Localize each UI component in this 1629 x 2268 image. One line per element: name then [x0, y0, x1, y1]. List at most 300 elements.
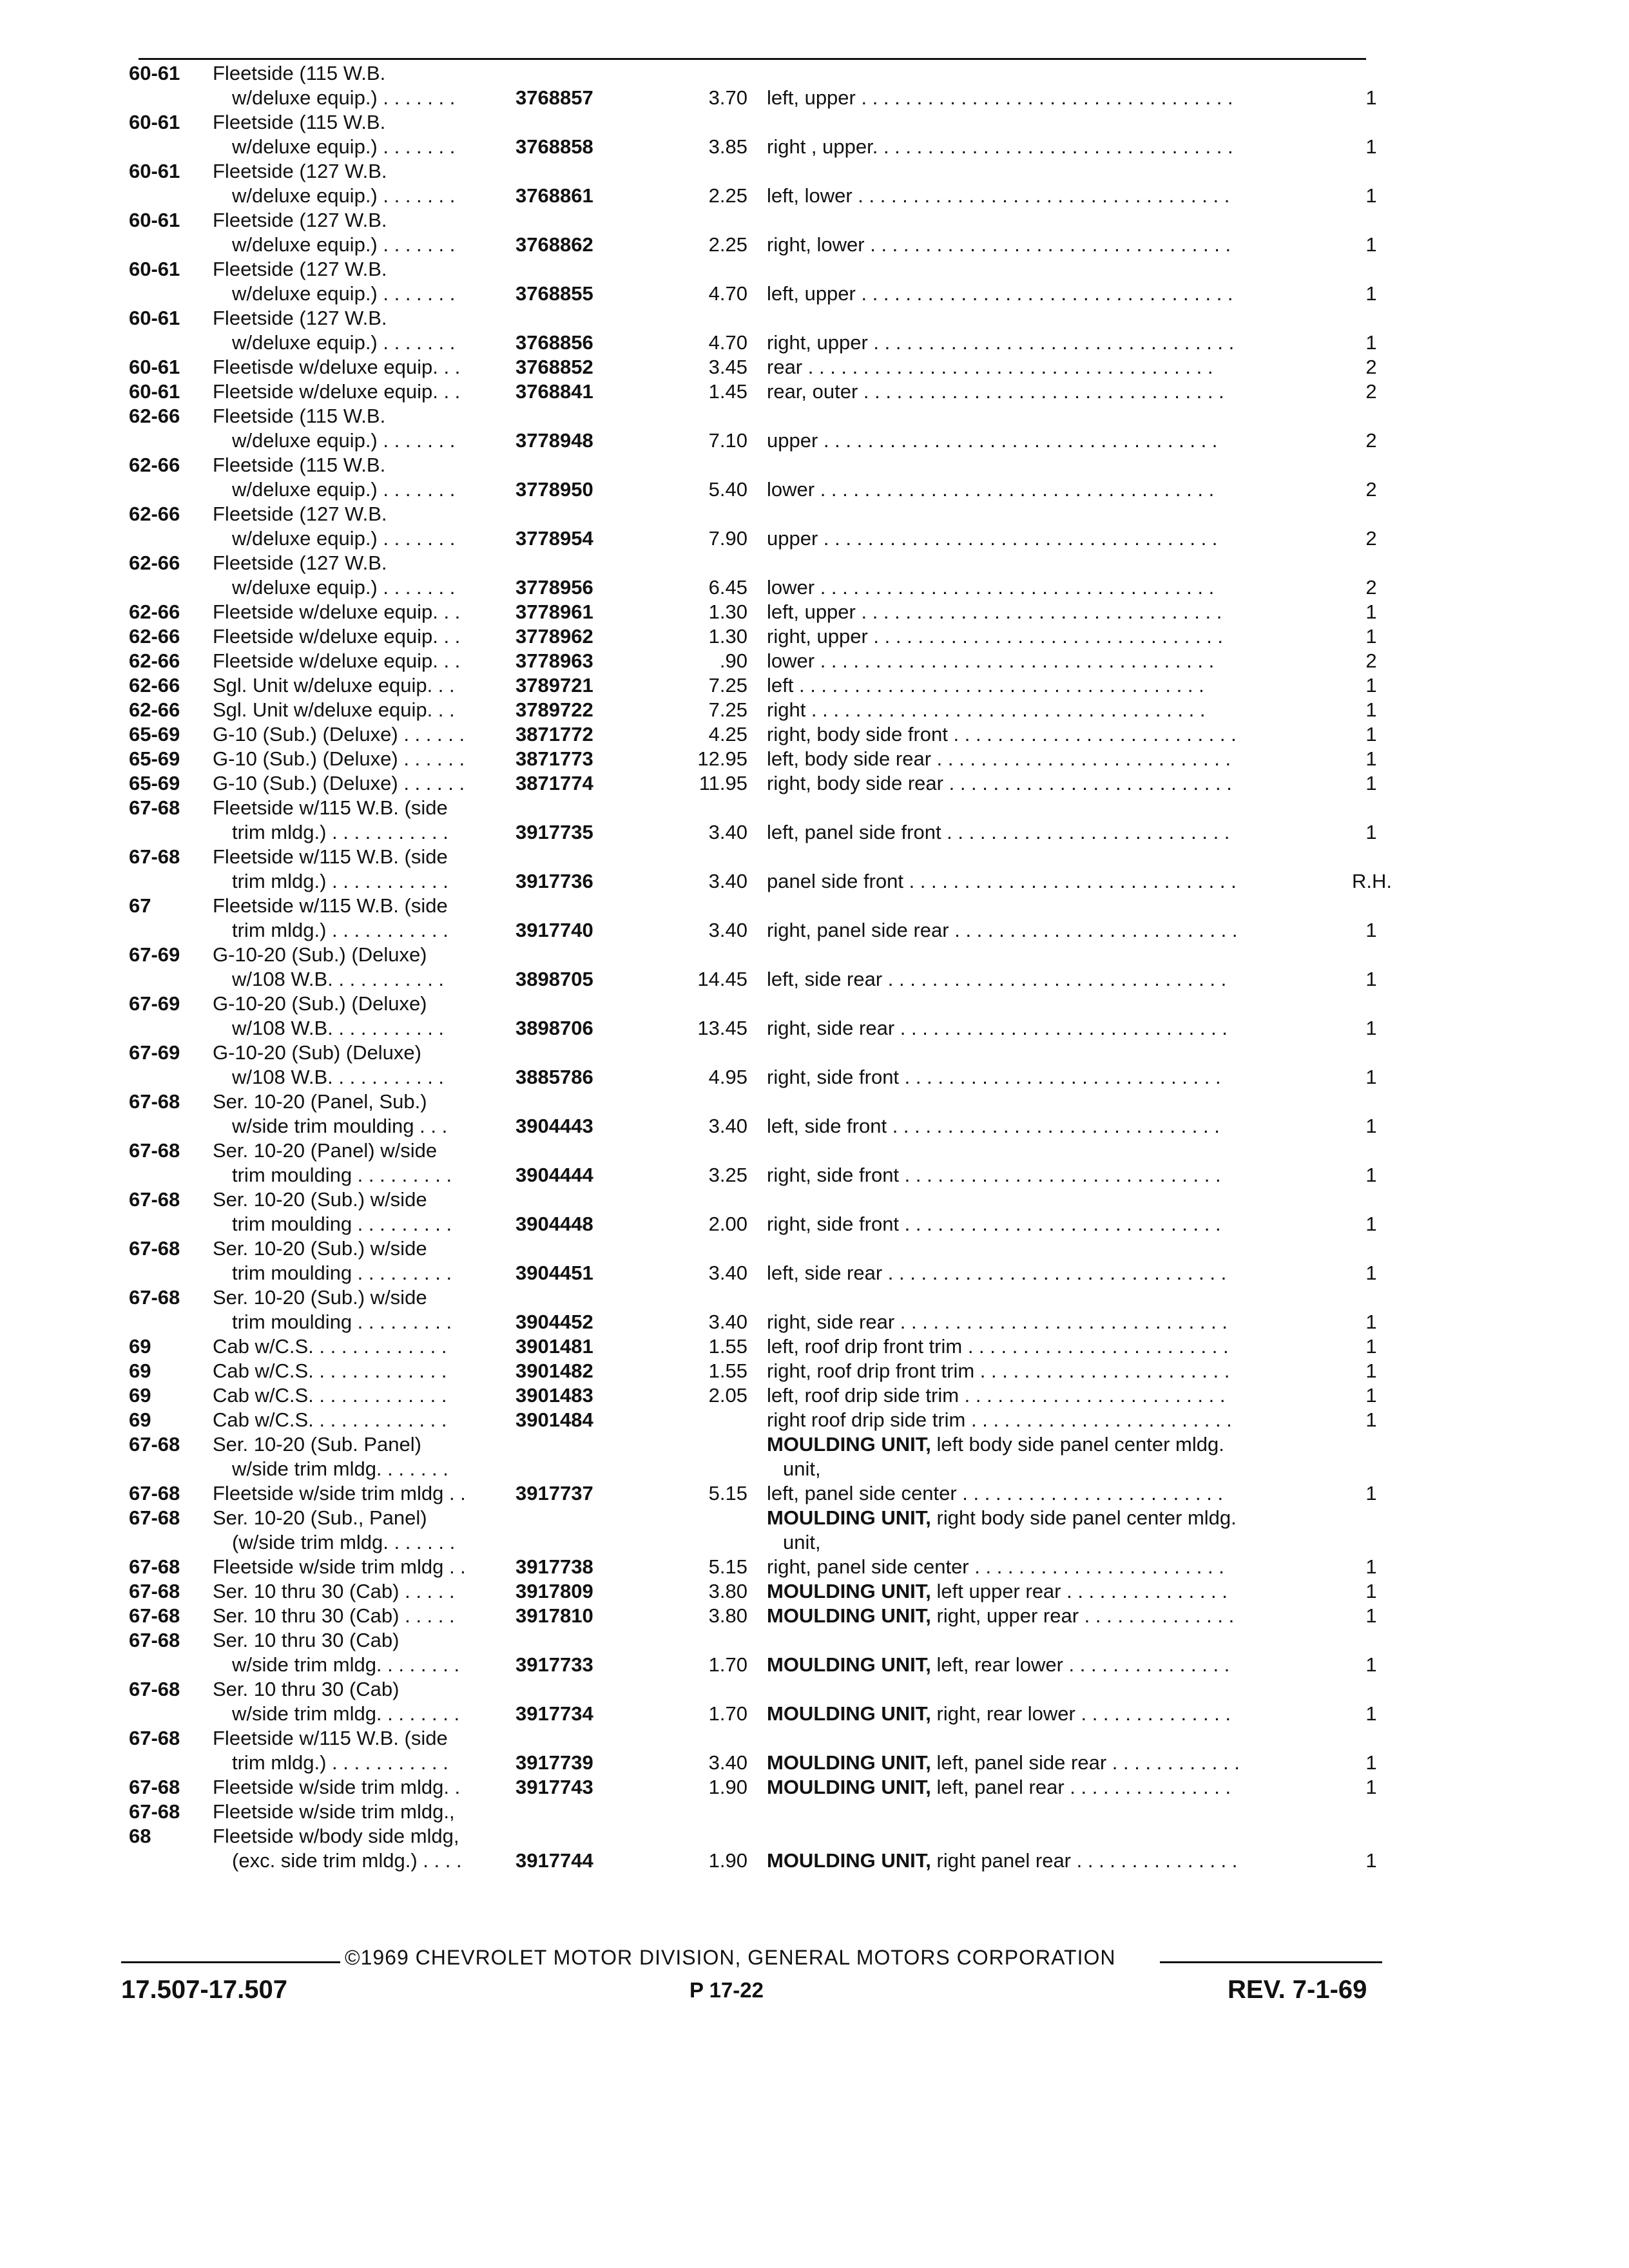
description-cont: trim moulding . . . . . . . . . — [232, 1262, 452, 1284]
footer-rule-right — [1160, 1961, 1382, 1963]
part-number: 3904452 — [516, 1311, 593, 1333]
list-price: 3.40 — [708, 821, 747, 843]
model-year: 62-66 — [129, 552, 180, 574]
moulding-unit-label: MOULDING UNIT, — [767, 1751, 931, 1774]
part-number: 3901482 — [516, 1360, 593, 1382]
description: Fleetside w/side trim mldg. . — [213, 1776, 461, 1798]
list-price: 14.45 — [697, 968, 747, 990]
quantity: 2 — [1365, 429, 1377, 452]
part-name-text: left, panel side rear . . . . . . . . . . . . — [936, 1751, 1240, 1774]
table-row — [0, 894, 1629, 943]
table-row — [0, 453, 1629, 502]
list-price: 1.45 — [708, 380, 747, 403]
part-number: 3917739 — [516, 1751, 593, 1774]
model-year: 69 — [129, 1360, 151, 1382]
description: Ser. 10-20 (Sub.) w/side — [213, 1286, 427, 1309]
part-name: lower . . . . . . . . . . . . . . . . . . . . . . . . . . . . . . . . . . . . — [767, 576, 1215, 599]
quantity: 1 — [1365, 1776, 1377, 1798]
part-number: 3904451 — [516, 1262, 593, 1284]
quantity: 1 — [1365, 86, 1377, 109]
description: Fleetside w/side trim mldg . . — [213, 1555, 466, 1578]
model-year: 67-68 — [129, 1629, 180, 1651]
description: Ser. 10 thru 30 (Cab) — [213, 1678, 400, 1700]
table-row — [0, 771, 1629, 796]
list-price: 4.70 — [708, 331, 747, 354]
quantity: 1 — [1365, 968, 1377, 990]
quantity: 1 — [1365, 1384, 1377, 1407]
description: Ser. 10 thru 30 (Cab) — [213, 1629, 400, 1651]
description-cont: w/side trim moulding . . . — [232, 1115, 448, 1137]
quantity: 1 — [1365, 723, 1377, 745]
quantity: R.H. — [1352, 870, 1392, 892]
model-year: 60-61 — [129, 356, 180, 378]
part-name — [767, 1751, 1347, 1775]
part-name: right roof drip side trim . . . . . . . . . . . . . . . . . . . . . . . . — [767, 1408, 1232, 1431]
list-price: 3.70 — [708, 86, 747, 109]
part-name: right, side front . . . . . . . . . . . . . . . . . . . . . . . . . . . . . — [767, 1213, 1221, 1235]
part-number: 3778963 — [516, 649, 593, 672]
description: Fleetside w/deluxe equip. . . — [213, 649, 461, 672]
model-year: 69 — [129, 1384, 151, 1407]
part-name — [767, 1432, 1347, 1457]
table-row — [0, 624, 1629, 649]
list-price: 3.40 — [708, 1262, 747, 1284]
part-number: 3768855 — [516, 282, 593, 305]
table-row — [0, 1090, 1629, 1139]
quantity: 2 — [1365, 380, 1377, 403]
list-price: 1.70 — [708, 1702, 747, 1725]
quantity: 1 — [1365, 1164, 1377, 1186]
list-price: 7.25 — [708, 698, 747, 721]
part-name — [767, 1775, 1347, 1800]
description: Sgl. Unit w/deluxe equip. . . — [213, 698, 455, 721]
model-year: 67-68 — [129, 1727, 180, 1749]
table-row — [0, 673, 1629, 698]
description: G-10 (Sub.) (Deluxe) . . . . . . — [213, 747, 465, 770]
part-name-text: right, upper rear . . . . . . . . . . . . . . — [936, 1604, 1235, 1627]
model-year: 67-68 — [129, 1237, 180, 1260]
model-year: 60-61 — [129, 209, 180, 231]
description-cont: w/deluxe equip.) . . . . . . . — [232, 478, 456, 501]
quantity: 1 — [1365, 698, 1377, 721]
list-price: 13.45 — [697, 1017, 747, 1039]
part-name-text: left upper rear . . . . . . . . . . . . . . . — [936, 1580, 1228, 1602]
list-price: 6.45 — [708, 576, 747, 599]
part-number: 3917738 — [516, 1555, 593, 1578]
part-name — [767, 1653, 1347, 1677]
table-row — [0, 1604, 1629, 1628]
table-row — [0, 1677, 1629, 1726]
part-number: 3917743 — [516, 1776, 593, 1798]
description: Ser. 10-20 (Panel, Sub.) — [213, 1090, 427, 1113]
table-row — [0, 110, 1629, 159]
part-number: 3904443 — [516, 1115, 593, 1137]
description-cont: trim mldg.) . . . . . . . . . . . — [232, 1751, 448, 1774]
description: Cab w/C.S. . . . . . . . . . . . . — [213, 1360, 447, 1382]
moulding-unit-label: MOULDING UNIT, — [767, 1702, 931, 1725]
description: Fleetside (127 W.B. — [213, 503, 387, 525]
description: Ser. 10 thru 30 (Cab) . . . . . — [213, 1604, 455, 1627]
description-cont: w/108 W.B. . . . . . . . . . . — [232, 968, 445, 990]
description: Ser. 10 thru 30 (Cab) . . . . . — [213, 1580, 455, 1602]
part-number: 3901483 — [516, 1384, 593, 1407]
table-row — [0, 380, 1629, 404]
model-year: 67-68 — [129, 1286, 180, 1309]
quantity: 1 — [1365, 1482, 1377, 1504]
description: G-10-20 (Sub.) (Deluxe) — [213, 943, 427, 966]
table-row — [0, 355, 1629, 380]
quantity: 1 — [1365, 747, 1377, 770]
model-year: 67-68 — [129, 1090, 180, 1113]
description-cont: trim mldg.) . . . . . . . . . . . — [232, 919, 448, 941]
top-rule — [139, 58, 1366, 60]
quantity: 1 — [1365, 184, 1377, 207]
model-year: 62-66 — [129, 625, 180, 648]
description: G-10-20 (Sub.) (Deluxe) — [213, 992, 427, 1015]
quantity: 1 — [1365, 1653, 1377, 1676]
part-number: 3768861 — [516, 184, 593, 207]
part-number: 3917733 — [516, 1653, 593, 1676]
list-price: 3.40 — [708, 1751, 747, 1774]
part-name: right, upper . . . . . . . . . . . . . . . . . . . . . . . . . . . . . . . . . — [767, 331, 1235, 354]
part-name — [767, 1849, 1347, 1873]
part-name: rear, outer . . . . . . . . . . . . . . . . . . . . . . . . . . . . . . . . . — [767, 380, 1224, 403]
part-name: right . . . . . . . . . . . . . . . . . . . . . . . . . . . . . . . . . . . . — [767, 698, 1206, 721]
list-price: 5.15 — [708, 1555, 747, 1578]
part-name-text: left, rear lower . . . . . . . . . . . . . . . — [936, 1653, 1230, 1676]
quantity: 2 — [1365, 649, 1377, 672]
part-name: lower . . . . . . . . . . . . . . . . . . . . . . . . . . . . . . . . . . . . — [767, 478, 1215, 501]
description: Sgl. Unit w/deluxe equip. . . — [213, 674, 455, 697]
part-number: 3778954 — [516, 527, 593, 550]
model-year: 60-61 — [129, 111, 180, 133]
quantity: 1 — [1365, 1580, 1377, 1602]
list-price: 3.40 — [708, 919, 747, 941]
quantity: 1 — [1365, 1604, 1377, 1627]
quantity: 1 — [1365, 1115, 1377, 1137]
list-price: 2.05 — [708, 1384, 747, 1407]
list-price: 5.40 — [708, 478, 747, 501]
list-price: 4.70 — [708, 282, 747, 305]
quantity: 2 — [1365, 576, 1377, 599]
list-price: 3.40 — [708, 1115, 747, 1137]
description-cont: w/deluxe equip.) . . . . . . . — [232, 576, 456, 599]
description-cont: w/side trim mldg. . . . . . . — [232, 1457, 448, 1480]
part-number: 3885786 — [516, 1066, 593, 1088]
copyright-line: ©1969 CHEVROLET MOTOR DIVISION, GENERAL MOTORS CORPORATION — [345, 1946, 1116, 1969]
description: Fleetside (115 W.B. — [213, 111, 386, 133]
part-name: left, side rear . . . . . . . . . . . . . . . . . . . . . . . . . . . . . . . — [767, 968, 1227, 990]
part-number: 3768862 — [516, 233, 593, 256]
list-price: 7.25 — [708, 674, 747, 697]
description: Fleetside (127 W.B. — [213, 307, 387, 329]
description: Fleetside (115 W.B. — [213, 62, 386, 84]
part-name: right, side rear . . . . . . . . . . . . . . . . . . . . . . . . . . . . . . — [767, 1311, 1228, 1333]
list-price: 3.85 — [708, 135, 747, 158]
part-name: upper . . . . . . . . . . . . . . . . . . . . . . . . . . . . . . . . . . . . — [767, 429, 1218, 452]
footer-rule-left — [121, 1961, 340, 1963]
quantity: 1 — [1365, 1335, 1377, 1358]
description: Fleetside w/115 W.B. (side — [213, 796, 448, 819]
model-year: 67-68 — [129, 1604, 180, 1627]
table-row — [0, 1187, 1629, 1236]
part-number: 3768857 — [516, 86, 593, 109]
description: Ser. 10-20 (Sub., Panel) — [213, 1506, 427, 1529]
model-year: 67-68 — [129, 1580, 180, 1602]
part-name: left, side front . . . . . . . . . . . . . . . . . . . . . . . . . . . . . . — [767, 1115, 1220, 1137]
description-cont: w/108 W.B. . . . . . . . . . . — [232, 1066, 445, 1088]
table-row — [0, 1383, 1629, 1408]
model-year: 67-68 — [129, 796, 180, 819]
list-price: 3.40 — [708, 1311, 747, 1333]
table-row — [0, 722, 1629, 747]
model-year: 67-68 — [129, 1188, 180, 1211]
quantity: 1 — [1365, 625, 1377, 648]
part-name: right, panel side center . . . . . . . . . . . . . . . . . . . . . . . — [767, 1555, 1224, 1578]
parts-table — [0, 61, 1629, 1873]
list-price: 1.70 — [708, 1653, 747, 1676]
table-row — [0, 551, 1629, 600]
quantity: 1 — [1365, 1360, 1377, 1382]
quantity: 1 — [1365, 1751, 1377, 1774]
model-year: 62-66 — [129, 454, 180, 476]
part-name-text: right body side panel center mldg. — [936, 1506, 1237, 1529]
part-number: 3778956 — [516, 576, 593, 599]
part-number: 3871773 — [516, 747, 593, 770]
part-name: left, upper . . . . . . . . . . . . . . . . . . . . . . . . . . . . . . . . . . — [767, 86, 1233, 109]
model-year: 60-61 — [129, 160, 180, 182]
part-name: right, side rear . . . . . . . . . . . . . . . . . . . . . . . . . . . . . . — [767, 1017, 1228, 1039]
table-row — [0, 747, 1629, 771]
moulding-unit-label: MOULDING UNIT, — [767, 1433, 931, 1456]
part-name: right, side front . . . . . . . . . . . . . . . . . . . . . . . . . . . . . — [767, 1066, 1221, 1088]
model-year: 67-68 — [129, 1482, 180, 1504]
list-price: .90 — [719, 649, 747, 672]
quantity: 1 — [1365, 1702, 1377, 1725]
table-row — [0, 1139, 1629, 1187]
part-name: rear . . . . . . . . . . . . . . . . . . . . . . . . . . . . . . . . . . . . . — [767, 356, 1213, 378]
list-price: 5.15 — [708, 1482, 747, 1504]
quantity: 1 — [1365, 1213, 1377, 1235]
part-name: right, roof drip front trim . . . . . . . . . . . . . . . . . . . . . . . — [767, 1360, 1230, 1382]
quantity: 1 — [1365, 821, 1377, 843]
model-year: 67-68 — [129, 1776, 180, 1798]
model-year: 62-66 — [129, 503, 180, 525]
list-price: 7.10 — [708, 429, 747, 452]
description-cont: w/deluxe equip.) . . . . . . . — [232, 135, 456, 158]
part-name: left . . . . . . . . . . . . . . . . . . . . . . . . . . . . . . . . . . . . . — [767, 674, 1204, 697]
model-year: 62-66 — [129, 649, 180, 672]
description: Fleetside (127 W.B. — [213, 209, 387, 231]
model-year: 67-68 — [129, 1555, 180, 1578]
model-year: 68 — [129, 1825, 151, 1847]
description-cont: w/deluxe equip.) . . . . . . . — [232, 282, 456, 305]
description: Fleetside w/body side mldg, — [213, 1825, 459, 1847]
part-name: left, side rear . . . . . . . . . . . . . . . . . . . . . . . . . . . . . . . — [767, 1262, 1227, 1284]
part-name: left, body side rear . . . . . . . . . . . . . . . . . . . . . . . . . . . — [767, 747, 1231, 770]
table-row — [0, 1334, 1629, 1359]
list-price: 2.25 — [708, 184, 747, 207]
model-year: 67-69 — [129, 1041, 180, 1064]
part-name: right, body side front . . . . . . . . . . . . . . . . . . . . . . . . . . — [767, 723, 1237, 745]
model-year: 67-68 — [129, 1800, 180, 1823]
part-number: 3917809 — [516, 1580, 593, 1602]
list-price: 4.25 — [708, 723, 747, 745]
part-name — [767, 1702, 1347, 1726]
table-row — [0, 1628, 1629, 1677]
part-name: left, roof drip side trim . . . . . . . . . . . . . . . . . . . . . . . . — [767, 1384, 1226, 1407]
description: G-10 (Sub.) (Deluxe) . . . . . . — [213, 723, 465, 745]
description: Fleetside w/side trim mldg . . — [213, 1482, 466, 1504]
table-row — [0, 1285, 1629, 1334]
description: Fleetside w/deluxe equip. . . — [213, 625, 461, 648]
model-year: 60-61 — [129, 258, 180, 280]
table-row — [0, 1775, 1629, 1800]
quantity: 1 — [1365, 135, 1377, 158]
part-number: 3917744 — [516, 1849, 593, 1872]
table-row — [0, 1555, 1629, 1579]
quantity: 2 — [1365, 478, 1377, 501]
moulding-unit-label: MOULDING UNIT, — [767, 1506, 931, 1529]
part-name: left, panel side center . . . . . . . . . . . . . . . . . . . . . . . . — [767, 1482, 1224, 1504]
part-number: 3917810 — [516, 1604, 593, 1627]
model-year: 60-61 — [129, 62, 180, 84]
part-name: lower . . . . . . . . . . . . . . . . . . . . . . . . . . . . . . . . . . . . — [767, 649, 1215, 672]
model-year: 67-68 — [129, 1506, 180, 1529]
table-row — [0, 992, 1629, 1041]
part-number: 3901481 — [516, 1335, 593, 1358]
model-year: 62-66 — [129, 405, 180, 427]
table-row — [0, 698, 1629, 722]
part-name-text: left, panel rear . . . . . . . . . . . . . . . — [936, 1776, 1231, 1798]
description-cont: w/deluxe equip.) . . . . . . . — [232, 429, 456, 452]
part-name: right, side front . . . . . . . . . . . . . . . . . . . . . . . . . . . . . — [767, 1164, 1221, 1186]
part-name-text: right panel rear . . . . . . . . . . . . . . . — [936, 1849, 1238, 1872]
part-name-cont: unit, — [783, 1531, 821, 1553]
description: Fleetside w/115 W.B. (side — [213, 845, 448, 868]
model-year: 67-69 — [129, 992, 180, 1015]
description-cont: w/108 W.B. . . . . . . . . . . — [232, 1017, 445, 1039]
model-year: 60-61 — [129, 380, 180, 403]
part-name: upper . . . . . . . . . . . . . . . . . . . . . . . . . . . . . . . . . . . . — [767, 527, 1218, 550]
part-name: left, panel side front . . . . . . . . . . . . . . . . . . . . . . . . . . — [767, 821, 1230, 843]
description-cont: trim moulding . . . . . . . . . — [232, 1311, 452, 1333]
part-name: right, panel side rear . . . . . . . . . . . . . . . . . . . . . . . . . . — [767, 919, 1238, 941]
part-number: 3917734 — [516, 1702, 593, 1725]
part-number: 3778962 — [516, 625, 593, 648]
quantity: 1 — [1365, 1849, 1377, 1872]
table-row — [0, 1432, 1629, 1481]
quantity: 1 — [1365, 1262, 1377, 1284]
part-number: 3871772 — [516, 723, 593, 745]
list-price: 1.55 — [708, 1335, 747, 1358]
quantity: 1 — [1365, 919, 1377, 941]
table-row — [0, 257, 1629, 306]
part-number: 3917736 — [516, 870, 593, 892]
quantity: 1 — [1365, 601, 1377, 623]
moulding-unit-label: MOULDING UNIT, — [767, 1653, 931, 1676]
list-price: 1.30 — [708, 625, 747, 648]
description-cont: w/deluxe equip.) . . . . . . . — [232, 527, 456, 550]
list-price: 1.30 — [708, 601, 747, 623]
description: Cab w/C.S. . . . . . . . . . . . . — [213, 1408, 447, 1431]
part-number: 3768852 — [516, 356, 593, 378]
table-row — [0, 61, 1629, 110]
description-cont: (exc. side trim mldg.) . . . . — [232, 1849, 462, 1872]
list-price: 3.25 — [708, 1164, 747, 1186]
table-row — [0, 208, 1629, 257]
table-row — [0, 845, 1629, 894]
quantity: 1 — [1365, 1311, 1377, 1333]
part-name — [767, 1604, 1347, 1628]
part-number: 3898705 — [516, 968, 593, 990]
moulding-unit-label: MOULDING UNIT, — [767, 1849, 931, 1872]
moulding-unit-label: MOULDING UNIT, — [767, 1580, 931, 1602]
list-price: 4.95 — [708, 1066, 747, 1088]
list-price: 11.95 — [699, 772, 747, 794]
part-number: 3789722 — [516, 698, 593, 721]
part-name: right, upper . . . . . . . . . . . . . . . . . . . . . . . . . . . . . . . . — [767, 625, 1224, 648]
part-number: 3901484 — [516, 1408, 593, 1431]
quantity: 1 — [1365, 1066, 1377, 1088]
part-number: 3778948 — [516, 429, 593, 452]
model-year: 67-68 — [129, 1433, 180, 1456]
part-number: 3917740 — [516, 919, 593, 941]
description: G-10-20 (Sub) (Deluxe) — [213, 1041, 421, 1064]
list-price: 7.90 — [708, 527, 747, 550]
part-name: left, upper . . . . . . . . . . . . . . . . . . . . . . . . . . . . . . . . . — [767, 601, 1222, 623]
part-number: 3917737 — [516, 1482, 593, 1504]
quantity: 2 — [1365, 527, 1377, 550]
description: Ser. 10-20 (Sub.) w/side — [213, 1188, 427, 1211]
model-year: 69 — [129, 1335, 151, 1358]
description-cont: trim moulding . . . . . . . . . — [232, 1213, 452, 1235]
model-year: 65-69 — [129, 772, 180, 794]
description-cont: w/side trim mldg. . . . . . . . — [232, 1702, 460, 1725]
model-year: 62-66 — [129, 601, 180, 623]
description: Fleetside w/deluxe equip. . . — [213, 380, 461, 403]
part-name: right, body side rear . . . . . . . . . . . . . . . . . . . . . . . . . . — [767, 772, 1232, 794]
description-cont: trim moulding . . . . . . . . . — [232, 1164, 452, 1186]
part-number: 3778961 — [516, 601, 593, 623]
model-year: 67-68 — [129, 1678, 180, 1700]
description: Cab w/C.S. . . . . . . . . . . . . — [213, 1335, 447, 1358]
quantity: 1 — [1365, 1017, 1377, 1039]
table-row — [0, 1800, 1629, 1824]
quantity: 1 — [1365, 1408, 1377, 1431]
revision-date: REV. 7-1-69 — [1228, 1975, 1367, 2004]
model-year: 65-69 — [129, 723, 180, 745]
part-number: 3778950 — [516, 478, 593, 501]
part-name — [767, 1506, 1347, 1530]
table-row — [0, 306, 1629, 355]
list-price: 3.45 — [708, 356, 747, 378]
table-row — [0, 404, 1629, 453]
part-number: 3768858 — [516, 135, 593, 158]
part-number: 3768856 — [516, 331, 593, 354]
moulding-unit-label: MOULDING UNIT, — [767, 1776, 931, 1798]
model-year: 62-66 — [129, 674, 180, 697]
description-cont: trim mldg.) . . . . . . . . . . . — [232, 821, 448, 843]
table-row — [0, 649, 1629, 673]
table-row — [0, 1481, 1629, 1506]
quantity: 1 — [1365, 282, 1377, 305]
table-row — [0, 1579, 1629, 1604]
part-name: left, lower . . . . . . . . . . . . . . . . . . . . . . . . . . . . . . . . . . — [767, 184, 1230, 207]
model-year: 60-61 — [129, 307, 180, 329]
list-price: 1.90 — [708, 1776, 747, 1798]
description: Fleetside (127 W.B. — [213, 258, 387, 280]
